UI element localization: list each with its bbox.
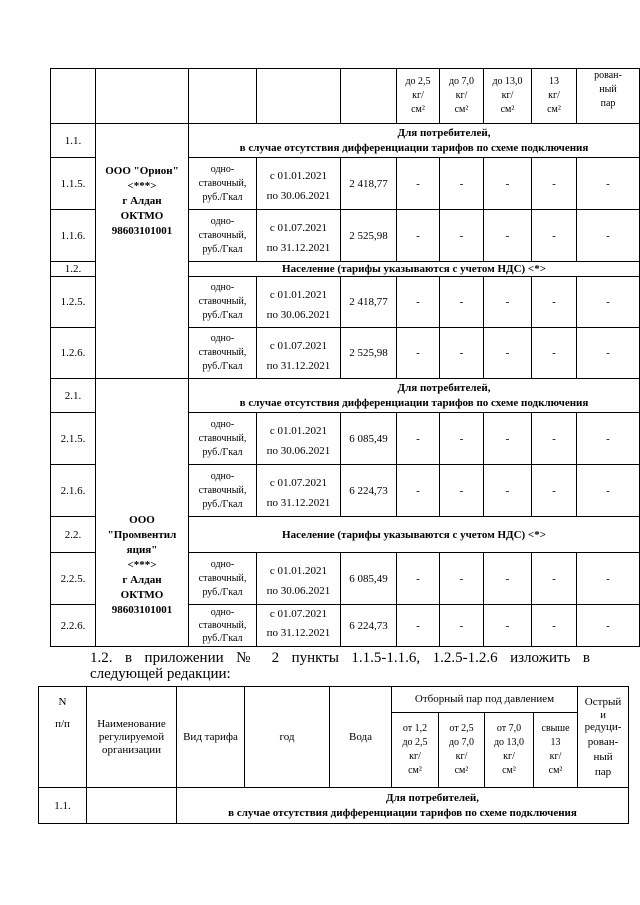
year-header: год [245, 687, 330, 788]
period: с 01.01.2021 по 30.06.2021 [257, 158, 341, 210]
tariff-kind: одно- ставочный, руб./Гкал [189, 328, 257, 379]
pressure-col-1: до 2,5 кг/ см² [397, 69, 440, 124]
dash: - [577, 465, 640, 517]
water-value: 2 418,77 [341, 277, 397, 328]
dash: - [532, 158, 577, 210]
dash: - [484, 605, 532, 647]
header-tail-row [51, 69, 640, 124]
row-number: 1.2. [51, 262, 96, 277]
section-consumers: Для потребителей, в случае отсутствия дифференциации тарифов по схеме подключения [189, 124, 640, 158]
water-value: 6 224,73 [341, 465, 397, 517]
water-value: 2 418,77 [341, 158, 397, 210]
period: с 01.01.2021 по 30.06.2021 [257, 413, 341, 465]
dash: - [532, 553, 577, 605]
dash: - [440, 277, 484, 328]
sharp-steam-col: рован- ный пар [577, 69, 640, 124]
row-number: 1.2.5. [51, 277, 96, 328]
water-value: 2 525,98 [341, 210, 397, 262]
pressure-col-4: 13 кг/ см² [532, 69, 577, 124]
org-name-empty [87, 788, 177, 824]
org-name-header: Наименование регулируемой организации [87, 687, 177, 788]
dash: - [440, 605, 484, 647]
section-population: Население (тарифы указываются с учетом НДС) <*> [189, 262, 640, 277]
dash: - [397, 553, 440, 605]
tariff-kind: одно- ставочный, руб./Гкал [189, 413, 257, 465]
dash: - [532, 605, 577, 647]
pressure-col-2: от 2,5 до 7,0 кг/ см² [439, 713, 485, 788]
row-number: 2.1.5. [51, 413, 96, 465]
dash: - [532, 465, 577, 517]
dash: - [440, 328, 484, 379]
dash: - [577, 210, 640, 262]
period: с 01.01.2021 по 30.06.2021 [257, 553, 341, 605]
period: с 01.07.2021 по 31.12.2021 [257, 605, 341, 647]
dash: - [440, 210, 484, 262]
dash: - [577, 413, 640, 465]
table-row [51, 379, 640, 413]
org-name-orion: ООО "Орион" <***> г Алдан ОКТМО 98603101001 [96, 124, 189, 379]
dash: - [577, 605, 640, 647]
tariff-table-appendix-2 [38, 686, 629, 824]
dash: - [484, 158, 532, 210]
period: с 01.07.2021 по 31.12.2021 [257, 328, 341, 379]
dash: - [397, 465, 440, 517]
row-number: 2.2.5. [51, 553, 96, 605]
amendment-paragraph-continued: следующей редакции: [90, 666, 231, 682]
row-number: 2.1. [51, 379, 96, 413]
period: с 01.07.2021 по 31.12.2021 [257, 210, 341, 262]
water-value: 6 224,73 [341, 605, 397, 647]
tariff-kind: одно- ставочный, руб./Гкал [189, 553, 257, 605]
tariff-kind: одно- ставочный, руб./Гкал [189, 158, 257, 210]
pressure-col-3: до 13,0 кг/ см² [484, 69, 532, 124]
tariff-kind: одно- ставочный, руб./Гкал [189, 465, 257, 517]
dash: - [484, 277, 532, 328]
period: с 01.01.2021 по 30.06.2021 [257, 277, 341, 328]
water-header: Вода [330, 687, 392, 788]
dash: - [577, 277, 640, 328]
dash: - [440, 158, 484, 210]
dash: - [577, 553, 640, 605]
water-value: 6 085,49 [341, 553, 397, 605]
row-number: 1.2.6. [51, 328, 96, 379]
dash: - [397, 413, 440, 465]
tariff-kind: одно- ставочный, руб./Гкал [189, 277, 257, 328]
dash: - [440, 553, 484, 605]
water-value: 2 525,98 [341, 328, 397, 379]
dash: - [484, 328, 532, 379]
section-consumers: Для потребителей, в случае отсутствия дифференциации тарифов по схеме подключения [189, 379, 640, 413]
tariff-kind: одно- ставочный, руб./Гкал [189, 210, 257, 262]
tariff-kind: одно- ставочный, руб./Гкал [189, 605, 257, 647]
table-row [51, 124, 640, 158]
dash: - [397, 210, 440, 262]
section-population: Население (тарифы указываются с учетом НДС) <*> [189, 517, 640, 553]
dash: - [440, 465, 484, 517]
dash: - [397, 605, 440, 647]
row-number: 1.1.5. [51, 158, 96, 210]
row-number: 1.1. [51, 124, 96, 158]
number-header: N п/п [39, 687, 87, 788]
tariff-kind-header: Вид тарифа [177, 687, 245, 788]
dash: - [577, 328, 640, 379]
dash: - [577, 158, 640, 210]
row-number: 1.1. [39, 788, 87, 824]
row-number: 1.1.6. [51, 210, 96, 262]
pressure-col-4: свыше 13 кг/ см² [534, 713, 578, 788]
dash: - [484, 465, 532, 517]
dash: - [440, 413, 484, 465]
row-number: 2.1.6. [51, 465, 96, 517]
section-consumers: Для потребителей, в случае отсутствия дифференциации тарифов по схеме подключения [177, 788, 629, 824]
dash: - [532, 328, 577, 379]
org-name-promventilyatsiya: ООО "Промвентил яция" <***> г Алдан ОКТМО 98603101001 [96, 379, 189, 647]
selected-steam-header: Отборный пар под давлением [392, 687, 578, 713]
pressure-col-2: до 7,0 кг/ см² [440, 69, 484, 124]
row-number: 2.2.6. [51, 605, 96, 647]
row-number: 2.2. [51, 517, 96, 553]
dash: - [484, 413, 532, 465]
header-row [39, 687, 629, 713]
period: с 01.07.2021 по 31.12.2021 [257, 465, 341, 517]
dash: - [532, 210, 577, 262]
dash: - [397, 277, 440, 328]
dash: - [532, 413, 577, 465]
amendment-paragraph: 1.2. в приложении № 2 пункты 1.1.5-1.1.6, 1.2.5-1.2.6 изложить в [90, 650, 590, 666]
dash: - [397, 328, 440, 379]
dash: - [484, 210, 532, 262]
dash: - [484, 553, 532, 605]
pressure-col-3: от 7,0 до 13,0 кг/ см² [485, 713, 534, 788]
dash: - [532, 277, 577, 328]
pressure-col-1: от 1,2 до 2,5 кг/ см² [392, 713, 439, 788]
tariff-table-main [50, 68, 640, 647]
table-row [39, 788, 629, 824]
sharp-steam-header: Острый и редуци- рован- ный пар [578, 687, 629, 788]
dash: - [397, 158, 440, 210]
water-value: 6 085,49 [341, 413, 397, 465]
